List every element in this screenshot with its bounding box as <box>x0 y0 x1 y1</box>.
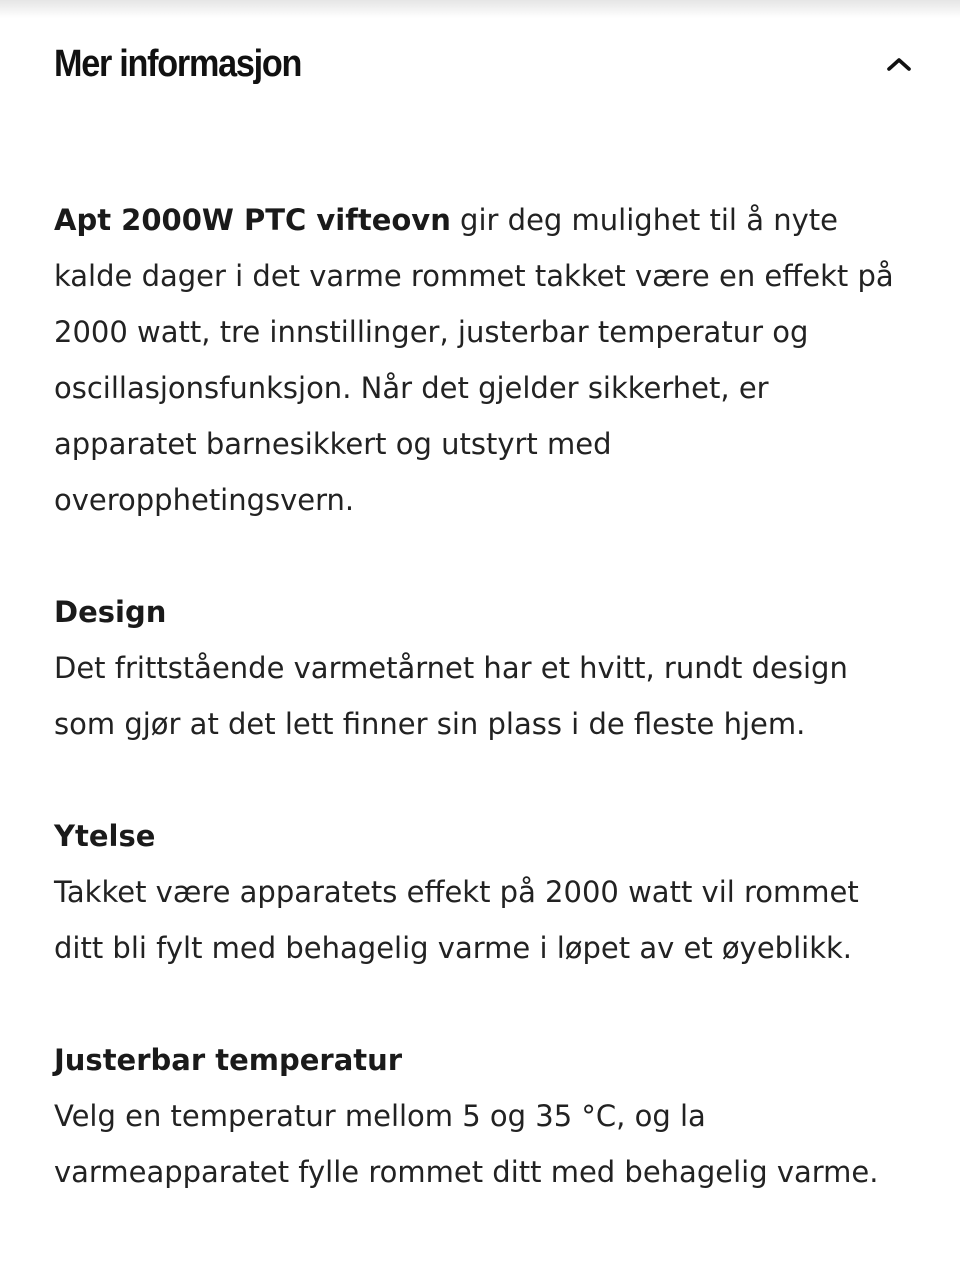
section-heading: Design <box>54 595 167 629</box>
section-text: Velg en temperatur mellom 5 og 35 °C, og la varmeapparatet fylle rommet ditt med behagelig varme. <box>54 1099 879 1189</box>
section-ytelse <box>54 808 904 976</box>
section-text: Det frittstående varmetårnet har et hvitt, rundt design som gjør at det lett finner sin plass i de fleste hjem. <box>54 651 848 741</box>
intro-paragraph <box>54 192 904 528</box>
section-heading: Justerbar temperatur <box>54 1043 403 1077</box>
product-name: Apt 2000W PTC vifteovn <box>54 203 451 237</box>
chevron-up-icon[interactable] <box>884 49 914 79</box>
more-info-accordion-toggle[interactable] <box>54 36 914 92</box>
section-design <box>54 584 904 752</box>
intro-text: gir deg mulighet til å nyte kalde dager i det varme rommet takket være en effekt på 2000 watt, tre innstillinger, justerbar temperatur og oscillasjonsfunksjon. Når det gjelder sikkerhet, er apparatet barnesikkert og utstyrt med overopphetingsvern. <box>54 203 894 517</box>
accordion-title: Mer informasjon <box>54 42 302 85</box>
accordion-content <box>54 192 904 1200</box>
section-heading: Ytelse <box>54 819 156 853</box>
section-justerbar-temperatur <box>54 1032 904 1200</box>
section-text: Takket være apparatets effekt på 2000 watt vil rommet ditt bli fylt med behagelig varme i løpet av et øyeblikk. <box>54 875 859 965</box>
top-edge-shadow <box>0 0 960 18</box>
